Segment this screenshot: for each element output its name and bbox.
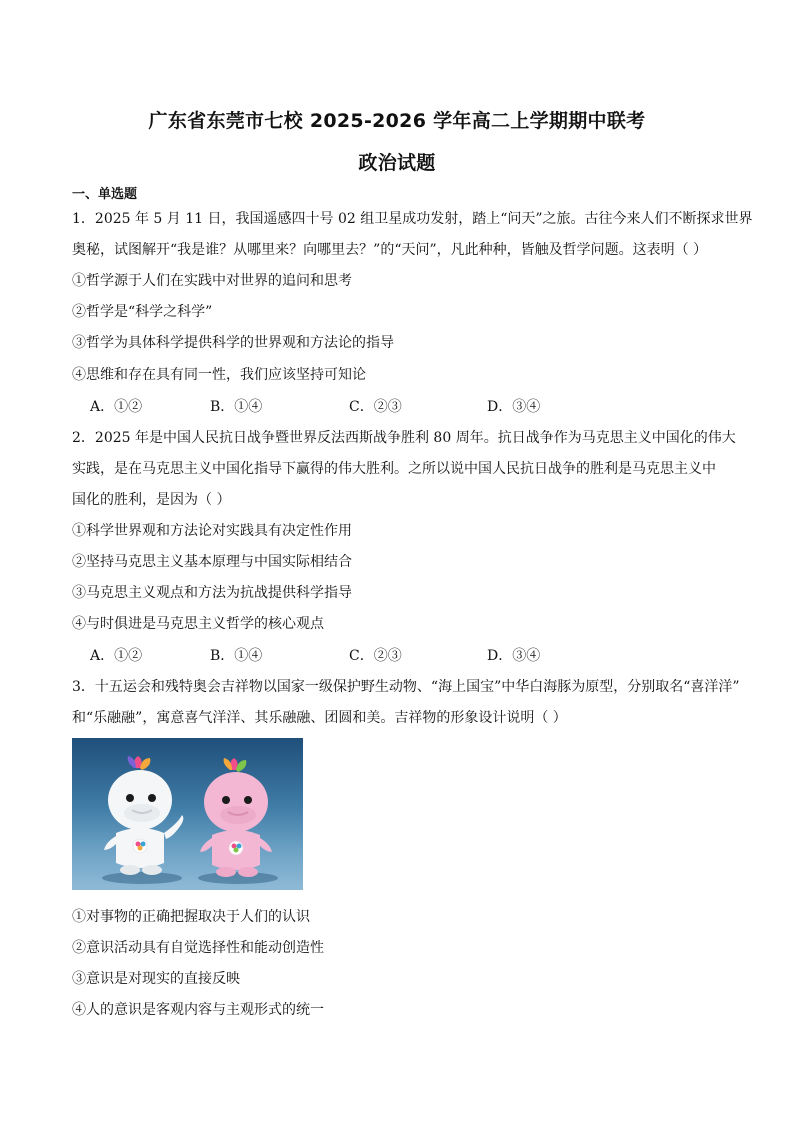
q2-stem-line: 2．2025 年是中国人民抗日战争暨世界反法西斯战争胜利 80 周年。抗日战争作为马克思主义中国化的伟大 bbox=[72, 430, 736, 446]
q3-statement: ①对事物的正确把握取决于人们的认识 bbox=[72, 909, 310, 925]
q1-stem-line: 奥秘，试图解开“我是谁？从哪里来？向哪里去？”的“天问”，凡此种种，皆触及哲学问题。这表明（ ） bbox=[72, 242, 708, 258]
q1-stem-line: 1．2025 年 5 月 11 日，我国遥感四十号 02 组卫星成功发射，踏上“问天”之旅。古往今来人们不断探求世界 bbox=[72, 211, 753, 227]
exam-title: 广东省东莞市七校 2025-2026 学年高二上学期期中联考 bbox=[148, 110, 646, 132]
q1-option-d[interactable]: D．③④ bbox=[487, 399, 541, 415]
q2-option-b[interactable]: B．①④ bbox=[210, 648, 263, 664]
q3-statement: ④人的意识是客观内容与主观形式的统一 bbox=[72, 1002, 324, 1018]
mascot-photo bbox=[72, 738, 303, 890]
q2-option-a[interactable]: A．①② bbox=[90, 648, 143, 664]
q2-statement: ④与时俱进是马克思主义哲学的核心观点 bbox=[72, 616, 324, 632]
q3-stem-line: 和“乐融融”，寓意喜气洋洋、其乐融融、团圆和美。吉祥物的形象设计说明（ ） bbox=[72, 710, 567, 726]
q1-option-c[interactable]: C．②③ bbox=[349, 399, 402, 415]
q2-stem-line: 实践，是在马克思主义中国化指导下赢得的伟大胜利。之所以说中国人民抗日战争的胜利是马克思主义中 bbox=[72, 461, 716, 477]
q1-option-a[interactable]: A．①② bbox=[90, 399, 143, 415]
pink-dolphin-mascot bbox=[200, 758, 272, 877]
q1-statement: ①哲学源于人们在实践中对世界的追问和思考 bbox=[72, 273, 352, 289]
q2-stem-line: 国化的胜利，是因为（ ） bbox=[72, 492, 231, 508]
exam-subject: 政治试题 bbox=[358, 152, 436, 174]
white-dolphin-mascot bbox=[104, 756, 183, 875]
section-heading: 一、单选题 bbox=[72, 187, 138, 202]
q2-statement: ③马克思主义观点和方法为抗战提供科学指导 bbox=[72, 585, 352, 601]
q1-statement: ④思维和存在具有同一性，我们应该坚持可知论 bbox=[72, 367, 366, 383]
q2-option-c[interactable]: C．②③ bbox=[349, 648, 402, 664]
q1-statement: ③哲学为具体科学提供科学的世界观和方法论的指导 bbox=[72, 335, 394, 351]
q2-statement: ①科学世界观和方法论对实践具有决定性作用 bbox=[72, 523, 352, 539]
q1-option-b[interactable]: B．①④ bbox=[210, 399, 263, 415]
q3-statement: ③意识是对现实的直接反映 bbox=[72, 971, 240, 987]
q3-statement: ②意识活动具有自觉选择性和能动创造性 bbox=[72, 940, 324, 956]
q2-option-d[interactable]: D．③④ bbox=[487, 648, 541, 664]
q2-statement: ②坚持马克思主义基本原理与中国实际相结合 bbox=[72, 554, 352, 570]
q3-stem-line: 3．十五运会和残特奥会吉祥物以国家一级保护野生动物、“海上国宝”中华白海豚为原型，分别取名“喜洋洋” bbox=[72, 679, 740, 695]
q1-statement: ②哲学是“科学之科学” bbox=[72, 304, 213, 320]
